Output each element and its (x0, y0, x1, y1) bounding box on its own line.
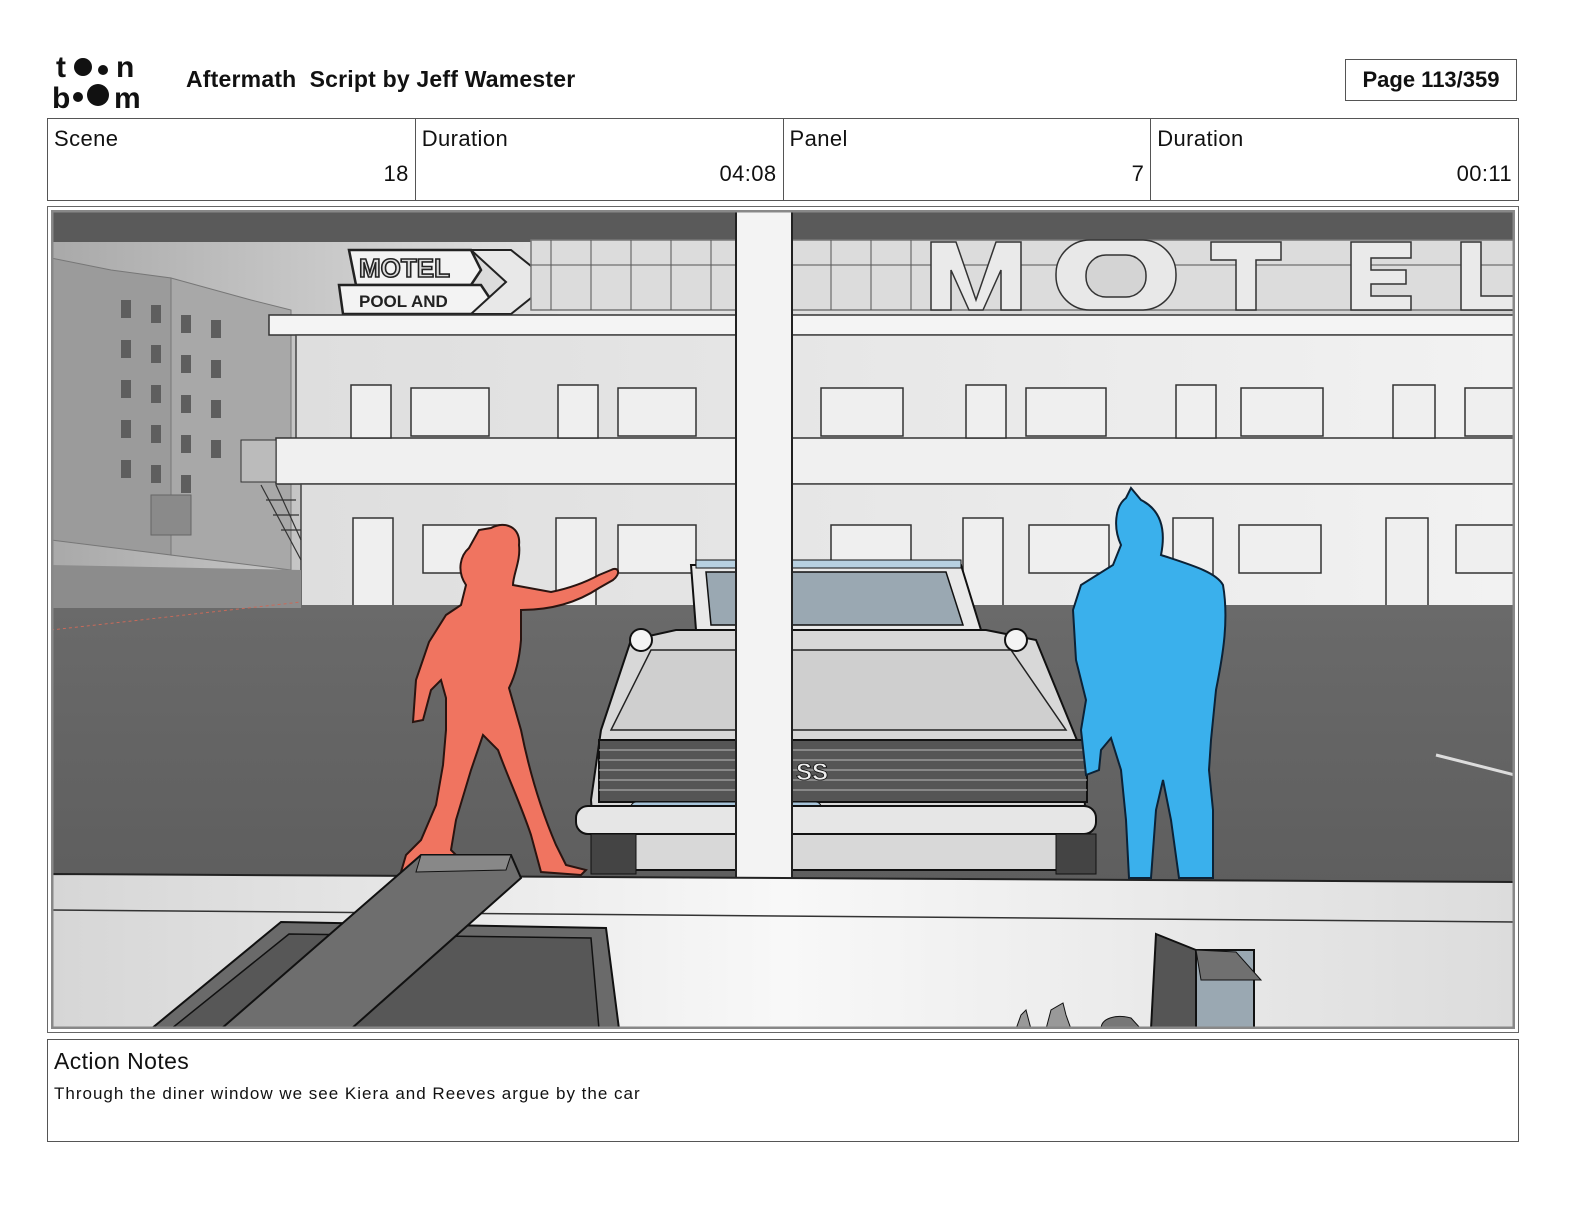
sign-motel-text: MOTEL (359, 253, 450, 283)
motel-sign (339, 250, 551, 314)
storyboard-panel (47, 206, 1519, 1033)
car-badge: SS (796, 759, 829, 786)
scene-value: 18 (383, 161, 409, 186)
panel-duration-label: Duration (1157, 126, 1244, 151)
sign-pool-text: POOL AND (359, 292, 448, 311)
storyboard-drawing (51, 210, 1515, 1029)
scene-duration-cell (416, 119, 784, 200)
panel-cell (784, 119, 1152, 200)
action-notes (47, 1039, 1519, 1142)
action-notes-label: Action Notes (54, 1048, 190, 1074)
window-post (736, 210, 792, 879)
street (51, 565, 301, 608)
toon-boom-logo (52, 50, 164, 112)
scene-cell (48, 119, 416, 200)
apartment-building (51, 258, 291, 570)
scene-duration-label: Duration (421, 126, 509, 151)
panel-duration-value: 00:11 (1456, 161, 1512, 186)
scene-info-bar (47, 118, 1519, 201)
panel-value: 7 (1131, 161, 1145, 186)
panel-label: Panel (789, 126, 848, 151)
page-title: Aftermath Script by Jeff Wamester (186, 66, 576, 92)
rooftop-letters (531, 240, 1515, 310)
svg-text:n: n (116, 51, 135, 84)
page-number: Page 113/359 (1345, 59, 1517, 101)
svg-text:m: m (114, 82, 141, 112)
svg-text:t: t (56, 51, 66, 84)
scene-label: Scene (54, 126, 119, 151)
svg-text:b: b (52, 82, 71, 112)
action-notes-text: Through the diner window we see Kiera and Reeves argue by the car (54, 1084, 641, 1103)
scene-duration-value: 04:08 (719, 161, 777, 186)
panel-duration-cell (1151, 119, 1518, 200)
